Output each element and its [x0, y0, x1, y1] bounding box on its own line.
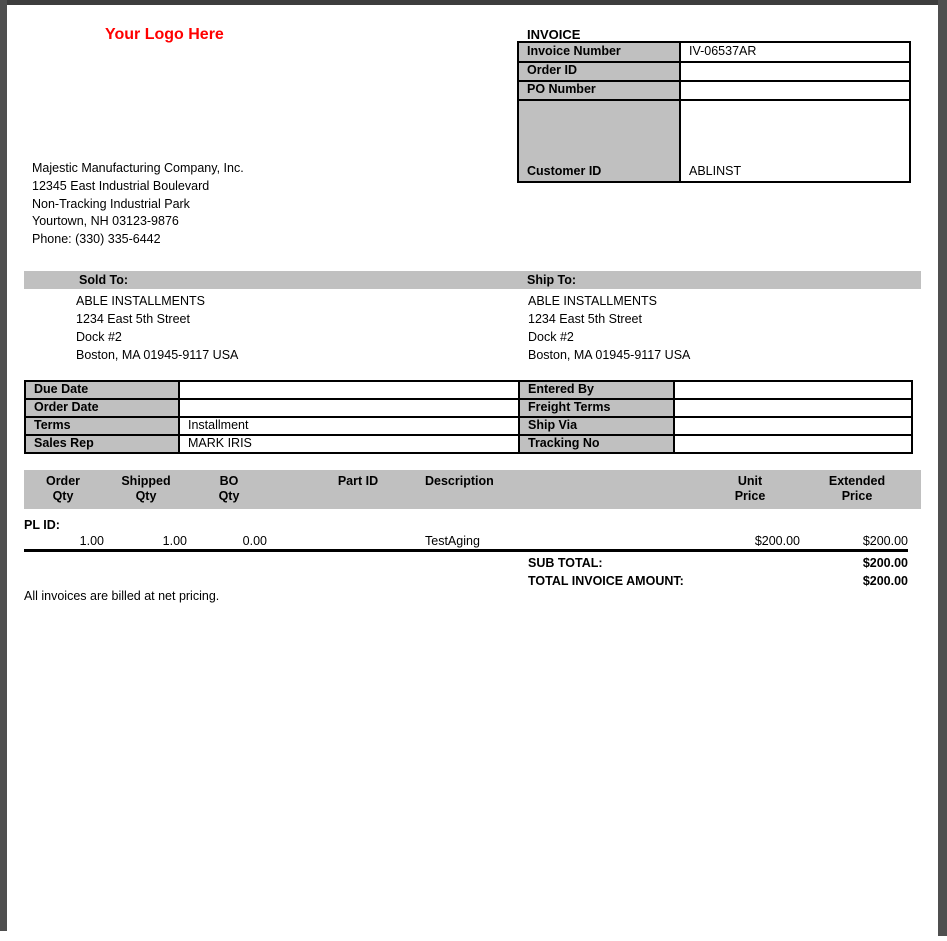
- sales-rep-value: MARK IRIS: [179, 435, 519, 453]
- sold-to-city: Boston, MA 01945-9117 USA: [76, 348, 239, 362]
- item-bo-qty: 0.00: [242, 534, 267, 548]
- invoice-meta-table: [517, 41, 911, 183]
- ship-to-heading: Ship To:: [527, 273, 577, 287]
- sales-rep-label: Sales Rep: [25, 435, 179, 453]
- item-unit-price: $200.00: [754, 534, 800, 548]
- customer-id-value: ABLINST: [680, 100, 910, 182]
- column-header-order-qty: Order Qty: [45, 474, 81, 503]
- pl-id-group-label: PL ID:: [24, 518, 60, 532]
- window-frame-top: [0, 0, 947, 5]
- net-pricing-note: All invoices are billed at net pricing.: [24, 589, 220, 603]
- invoice-number-row: [518, 42, 910, 62]
- tracking-no-label: Tracking No: [519, 435, 674, 453]
- po-number-row: [518, 81, 910, 100]
- tracking-no-value: [674, 435, 912, 453]
- customer-id-row: [518, 100, 910, 182]
- ship-to-street: 1234 East 5th Street: [528, 312, 642, 326]
- column-header-extended-price: Extended Price: [828, 474, 886, 503]
- total-invoice-amount-label: TOTAL INVOICE AMOUNT:: [528, 574, 684, 588]
- column-header-description: Description: [425, 474, 494, 488]
- invoice-number-value: IV-06537AR: [680, 42, 910, 62]
- order-details-table: [24, 380, 913, 454]
- sold-to-address: [76, 292, 238, 364]
- details-row-2: [25, 399, 912, 417]
- item-description: TestAging: [425, 534, 480, 548]
- ship-to-city: Boston, MA 01945-9117 USA: [528, 348, 691, 362]
- sold-to-street: 1234 East 5th Street: [76, 312, 190, 326]
- company-address-block: [32, 160, 244, 249]
- sub-total-label: SUB TOTAL:: [528, 556, 603, 570]
- freight-terms-label: Freight Terms: [519, 399, 674, 417]
- order-date-label: Order Date: [25, 399, 179, 417]
- column-header-unit-price: Unit Price: [734, 474, 766, 503]
- total-invoice-amount-value: $200.00: [862, 574, 908, 588]
- sold-to-name: ABLE INSTALLMENTS: [76, 294, 205, 308]
- item-extended-price: $200.00: [862, 534, 908, 548]
- details-row-1: [25, 381, 912, 399]
- order-id-label: Order ID: [518, 62, 680, 81]
- item-order-qty: 1.00: [79, 534, 104, 548]
- entered-by-value: [674, 381, 912, 399]
- column-header-part-id: Part ID: [337, 474, 379, 488]
- items-divider-rule: [24, 549, 908, 552]
- company-phone: Phone: (330) 335-6442: [32, 232, 161, 247]
- order-date-value: [179, 399, 519, 417]
- customer-id-label: Customer ID: [518, 100, 680, 182]
- company-city: Yourtown, NH 03123-9876: [32, 214, 179, 229]
- entered-by-label: Entered By: [519, 381, 674, 399]
- company-name: Majestic Manufacturing Company, Inc.: [32, 161, 244, 175]
- terms-label: Terms: [25, 417, 179, 435]
- ship-via-label: Ship Via: [519, 417, 674, 435]
- party-header-bar: [24, 271, 921, 289]
- invoice-number-label: Invoice Number: [518, 42, 680, 62]
- ship-via-value: [674, 417, 912, 435]
- details-row-3: [25, 417, 912, 435]
- details-row-4: [25, 435, 912, 453]
- po-number-label: PO Number: [518, 81, 680, 100]
- logo-placeholder-text: Your Logo Here: [105, 26, 224, 43]
- po-number-value: [680, 81, 910, 100]
- freight-terms-value: [674, 399, 912, 417]
- ship-to-address: [528, 292, 690, 364]
- due-date-label: Due Date: [25, 381, 179, 399]
- company-street: 12345 East Industrial Boulevard: [32, 178, 210, 193]
- terms-value: Installment: [179, 417, 519, 435]
- column-header-shipped-qty: Shipped Qty: [121, 474, 171, 503]
- order-id-value: [680, 62, 910, 81]
- invoice-title: INVOICE: [527, 27, 581, 42]
- item-shipped-qty: 1.00: [162, 534, 187, 548]
- sold-to-dock: Dock #2: [76, 330, 122, 344]
- window-frame-right: [938, 0, 947, 936]
- window-frame-left: [0, 0, 7, 931]
- ship-to-dock: Dock #2: [528, 330, 574, 344]
- sold-to-heading: Sold To:: [79, 273, 129, 287]
- column-header-bo-qty: BO Qty: [218, 474, 240, 503]
- ship-to-name: ABLE INSTALLMENTS: [528, 294, 657, 308]
- due-date-value: [179, 381, 519, 399]
- company-park: Non-Tracking Industrial Park: [32, 196, 190, 211]
- order-id-row: [518, 62, 910, 81]
- sub-total-value: $200.00: [862, 556, 908, 570]
